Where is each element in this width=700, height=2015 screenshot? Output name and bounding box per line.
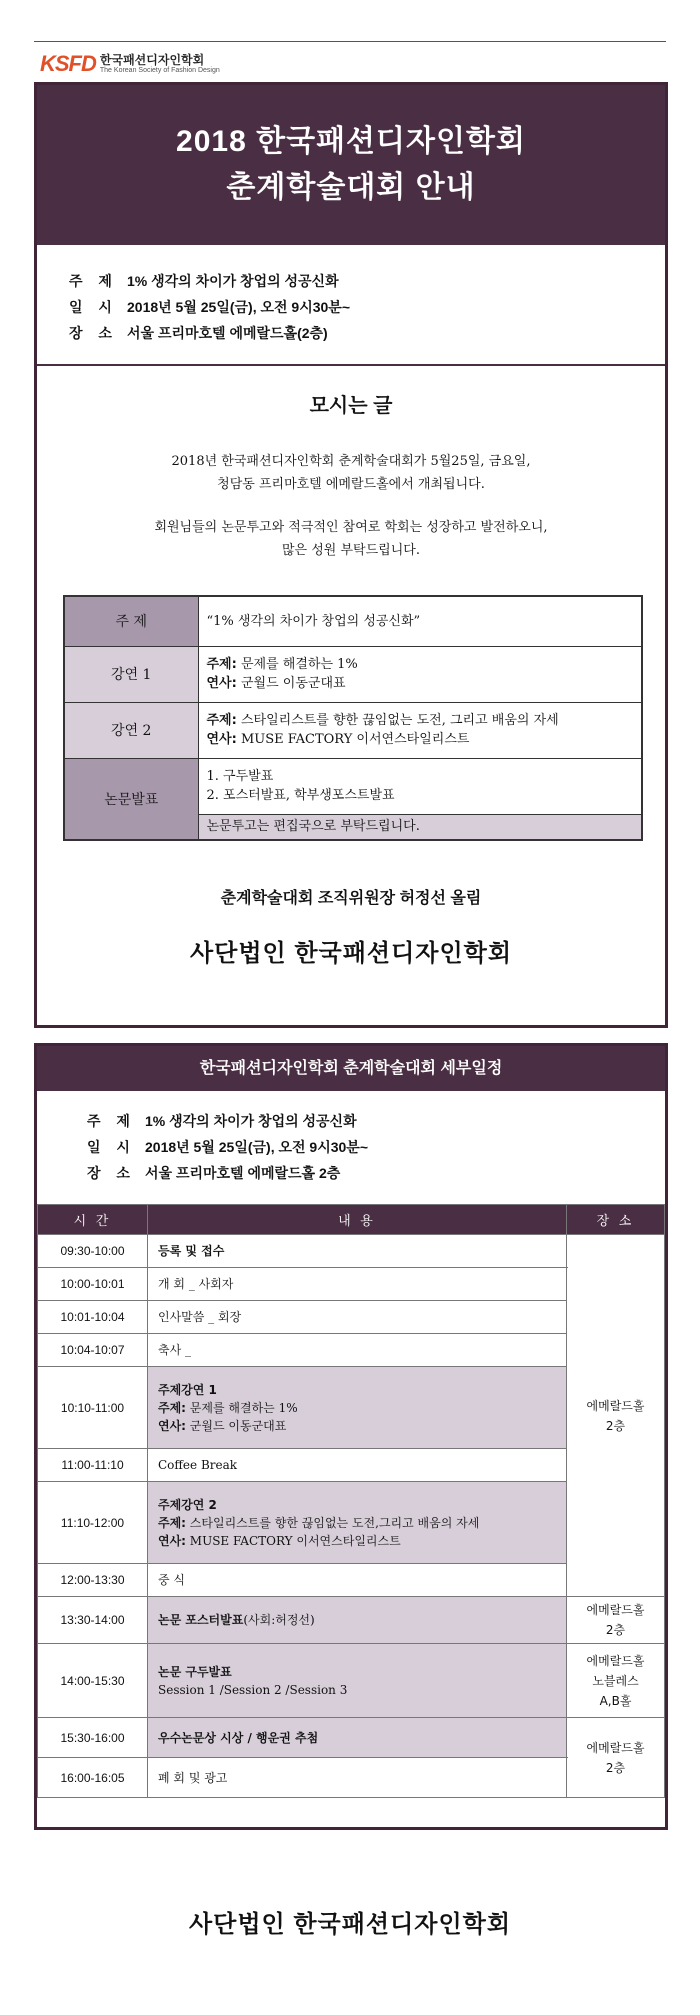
row-content xyxy=(148,1718,567,1758)
row-place xyxy=(567,1718,665,1798)
row-title: 등록 및 접수 xyxy=(158,1244,225,1258)
ksfd-logo xyxy=(40,48,220,80)
row-text: Session 1 /Session 2 /Session 3 xyxy=(158,1682,348,1697)
place-line: 2층 xyxy=(605,1623,626,1637)
row-content xyxy=(148,1449,567,1482)
row-key: 주제: xyxy=(158,1515,186,1530)
program-theme-value: “1% 생각의 차이가 창업의 성공신화” xyxy=(198,596,642,646)
row-content xyxy=(148,1482,567,1564)
schedule-info xyxy=(37,1091,665,1204)
row-content xyxy=(148,1334,567,1367)
info-place xyxy=(87,1160,665,1186)
place-line: 에메랄드홀 xyxy=(586,1398,645,1413)
notice-info xyxy=(37,245,665,366)
col-time: 시 간 xyxy=(38,1205,148,1235)
info-value: 서울 프리마호텔 에메랄드홀 2층 xyxy=(145,1165,341,1181)
table-row xyxy=(38,1597,665,1644)
row-time: 10:10-11:00 xyxy=(38,1367,148,1449)
logo-english: The Korean Society of Fashion Design xyxy=(99,66,220,74)
place-line: 노블레스 xyxy=(592,1673,639,1688)
row-title: 개 회 _ 사회자 xyxy=(158,1277,234,1291)
logo-text xyxy=(100,54,220,75)
row-time: 14:00-15:30 xyxy=(38,1644,148,1718)
topic-key: 주제: xyxy=(206,657,237,672)
info-value: 2018년 5월 25일(금), 오전 9시30분~ xyxy=(127,299,351,315)
program-paper-note: 논문투고는 편집국으로 부탁드립니다. xyxy=(198,814,642,840)
row-text: 문제를 해결하는 1% xyxy=(185,1400,298,1415)
schedule-section xyxy=(34,1043,668,1830)
row-key: 연사: xyxy=(158,1533,186,1548)
info-key: 장 소 xyxy=(69,325,118,341)
col-place: 장 소 xyxy=(567,1205,665,1235)
program-theme-label: 주 제 xyxy=(64,596,198,646)
row-place xyxy=(567,1597,665,1644)
info-value: 1% 생각의 차이가 창업의 성공신화 xyxy=(127,273,339,289)
speaker-key: 연사: xyxy=(206,676,237,691)
info-theme xyxy=(87,1108,665,1134)
program-paper-value xyxy=(198,758,642,814)
row-title: 축사 _ xyxy=(158,1343,191,1357)
row-content xyxy=(148,1758,567,1798)
program-lecture1-label: 강연 1 xyxy=(64,646,198,702)
notice-section xyxy=(34,82,668,1028)
table-row xyxy=(38,1235,665,1268)
row-title: 논문 포스터발표 xyxy=(158,1613,244,1627)
row-title: 우수논문상 시상 / 행운권 추첨 xyxy=(158,1730,319,1745)
program-paper-label: 논문발표 xyxy=(64,758,198,840)
place-line: 에메랄드홀 xyxy=(586,1653,645,1668)
greeting-line: 2018년 한국패션디자인학회 춘계학술대회가 5월25일, 금요일, xyxy=(171,454,531,469)
row-key: 주제: xyxy=(158,1400,186,1415)
place-line: 2층 xyxy=(605,1418,626,1433)
info-key: 일 시 xyxy=(87,1139,136,1155)
schedule-title-banner: 한국패션디자인학회 춘계학술대회 세부일정 xyxy=(37,1046,665,1091)
info-place xyxy=(69,320,665,346)
place-line: 에메랄드홀 xyxy=(586,1740,645,1755)
col-content: 내 용 xyxy=(148,1205,567,1235)
row-text: MUSE FACTORY 이서연스타일리스트 xyxy=(185,1533,401,1548)
notice-title-line2: 춘계학술대회 안내 xyxy=(226,171,476,204)
row-place xyxy=(567,1235,665,1597)
row-content xyxy=(148,1268,567,1301)
row-time: 10:04-10:07 xyxy=(38,1334,148,1367)
organizer-signature: 춘계학술대회 조직위원장 허정선 올림 xyxy=(220,890,482,907)
row-title: 주제강연 1 xyxy=(158,1382,217,1397)
logo-mark: KSFD xyxy=(40,51,96,76)
logo-korean: 한국패션디자인학회 xyxy=(99,52,205,67)
schedule-table xyxy=(37,1204,665,1798)
top-rule xyxy=(34,41,666,42)
info-date xyxy=(69,294,665,320)
row-place xyxy=(567,1644,665,1718)
topic-text: 스타일리스트를 향한 끊임없는 도전, 그리고 배움의 자세 xyxy=(236,713,559,728)
place-line: A,B홀 xyxy=(599,1693,632,1708)
greeting-title: 모시는 글 xyxy=(309,395,393,417)
info-value: 2018년 5월 25일(금), 오전 9시30분~ xyxy=(145,1139,369,1155)
row-title: 주제강연 2 xyxy=(158,1497,217,1512)
topic-key: 주제: xyxy=(206,713,237,728)
greeting-line: 많은 성원 부탁드립니다. xyxy=(282,543,420,558)
paper-item: 2. 포스터발표, 학부생포스트발표 xyxy=(206,788,395,803)
speaker-key: 연사: xyxy=(206,732,237,747)
paper-item: 1. 구두발표 xyxy=(206,769,274,784)
table-row xyxy=(38,1644,665,1718)
row-title: Coffee Break xyxy=(158,1458,238,1472)
row-time: 11:10-12:00 xyxy=(38,1482,148,1564)
row-key: 연사: xyxy=(158,1418,186,1433)
row-content xyxy=(148,1564,567,1597)
row-title: 논문 구두발표 xyxy=(158,1664,232,1679)
row-time: 12:00-13:30 xyxy=(38,1564,148,1597)
row-text: (사회:허정선) xyxy=(243,1613,315,1627)
program-lecture2-label: 강연 2 xyxy=(64,702,198,758)
place-line: 에메랄드홀 xyxy=(586,1603,645,1617)
topic-text: 문제를 해결하는 1% xyxy=(236,657,358,672)
row-time: 15:30-16:00 xyxy=(38,1718,148,1758)
notice-title-line1: 2018 한국패션디자인학회 xyxy=(176,125,526,158)
row-content xyxy=(148,1235,567,1268)
info-key: 장 소 xyxy=(87,1165,136,1181)
row-content xyxy=(148,1597,567,1644)
row-text: 군월드 이동군대표 xyxy=(185,1418,287,1433)
row-time: 09:30-10:00 xyxy=(38,1235,148,1268)
row-content xyxy=(148,1301,567,1334)
row-title: 중 식 xyxy=(158,1573,185,1587)
info-value: 서울 프리마호텔 에메랄드홀(2층) xyxy=(127,325,328,341)
row-time: 13:30-14:00 xyxy=(38,1597,148,1644)
info-theme xyxy=(69,268,665,294)
greeting-line: 회원님들의 논문투고와 적극적인 참여로 학회는 성장하고 발전하오니, xyxy=(154,520,548,535)
row-time: 16:00-16:05 xyxy=(38,1758,148,1798)
row-title: 인사말씀 _ 회장 xyxy=(158,1310,242,1324)
row-text: 스타일리스트를 향한 끊임없는 도전,그리고 배움의 자세 xyxy=(185,1515,480,1530)
society-name: 사단법인 한국패션디자인학회 xyxy=(189,940,513,967)
row-content xyxy=(148,1644,567,1718)
table-row xyxy=(38,1718,665,1758)
notice-title-banner xyxy=(37,85,665,245)
program-lecture1-value xyxy=(198,646,642,702)
program-lecture2-value xyxy=(198,702,642,758)
speaker-text: 군월드 이동군대표 xyxy=(236,676,346,691)
greeting-paragraph-1 xyxy=(37,450,665,496)
speaker-text: MUSE FACTORY 이서연스타일리스트 xyxy=(236,732,470,747)
info-date xyxy=(87,1134,665,1160)
row-time: 10:00-10:01 xyxy=(38,1268,148,1301)
info-value: 1% 생각의 차이가 창업의 성공신화 xyxy=(145,1113,357,1129)
row-time: 10:01-10:04 xyxy=(38,1301,148,1334)
info-key: 주 제 xyxy=(69,273,118,289)
greeting-paragraph-2 xyxy=(37,516,665,562)
place-line: 2층 xyxy=(605,1760,626,1775)
footer-society-name: 사단법인 한국패션디자인학회 xyxy=(188,1911,512,1938)
info-key: 일 시 xyxy=(69,299,118,315)
row-content xyxy=(148,1367,567,1449)
program-table xyxy=(63,595,643,841)
info-key: 주 제 xyxy=(87,1113,136,1129)
row-time: 11:00-11:10 xyxy=(38,1449,148,1482)
row-title: 폐 회 및 광고 xyxy=(158,1770,228,1785)
greeting-line: 청담동 프리마호텔 에메랄드홀에서 개최됩니다. xyxy=(217,477,485,492)
